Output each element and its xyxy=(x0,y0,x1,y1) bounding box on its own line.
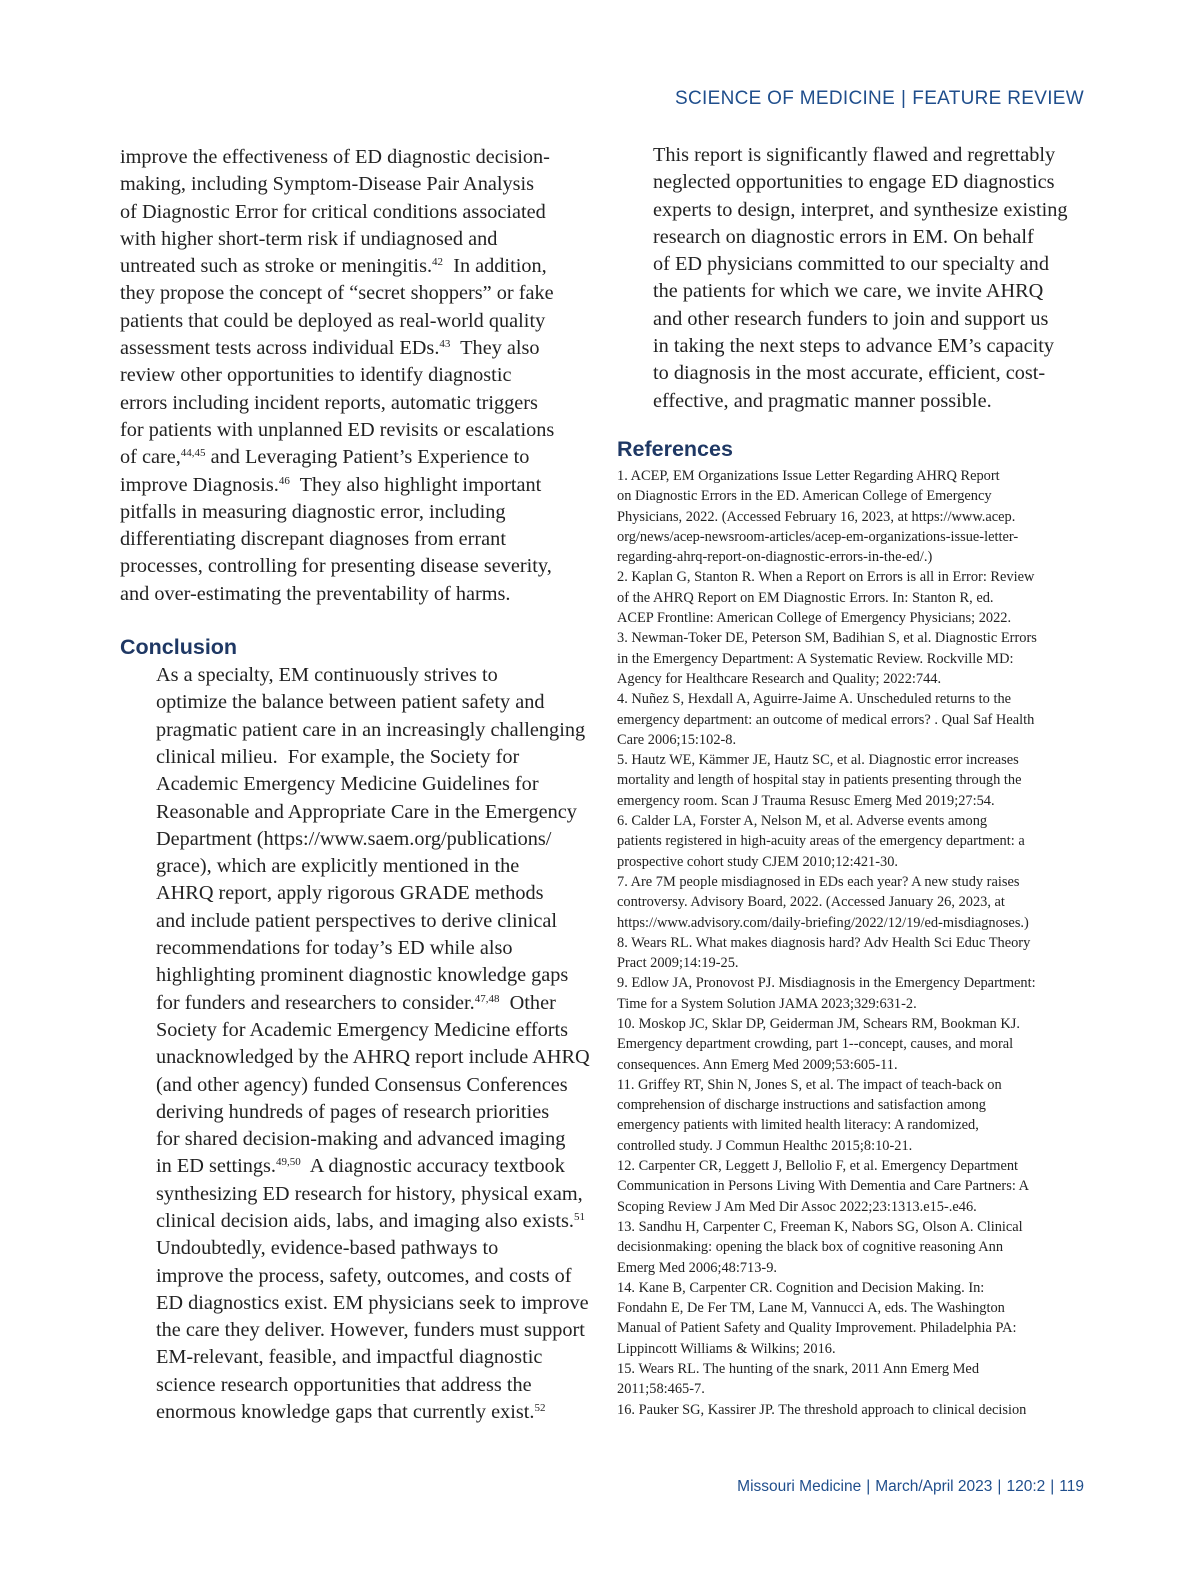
reference-item: 8. Wears RL. What makes diagnosis hard? Adv Health Sci Educ Theory Pract 2009;14:19-25. xyxy=(617,934,1031,972)
reference-item: 11. Griffey RT, Shin N, Jones S, et al. The impact of teach-back on comprehension of discharge instructions and satisfaction among emergency patients with limited health literacy: A randomized, controlled study. J Commun Healthc 2015;8:10-21. xyxy=(617,1076,1002,1154)
text-line: of ED physicians committed to our specialty and xyxy=(653,253,1049,276)
reference-item: 15. Wears RL. The hunting of the snark, 2011 Ann Emerg Med 2011;58:465-7. xyxy=(617,1361,980,1398)
text-line: of Diagnostic Error for critical conditions associated xyxy=(120,200,546,223)
text-line: to diagnosis in the most accurate, efficient, cost- xyxy=(653,362,1046,385)
body-paragraph xyxy=(120,1235,600,1426)
text-line: patients that could be deployed as real-world quality xyxy=(120,309,546,332)
text-line: synthesizing ED research for history, physical exam, xyxy=(156,1182,583,1205)
page-number: 119 xyxy=(1059,1478,1084,1495)
text-line: AHRQ report, apply rigorous GRADE methods xyxy=(156,882,544,905)
reference-item: 4. Nuñez S, Hexdall A, Aguirre-Jaime A. Unscheduled returns to the emergency department: an outcome of medical errors? . Qual Saf Health Care 2006;15:102-8. xyxy=(617,691,1035,748)
citation-superscript: 49,50 xyxy=(276,1156,301,1169)
text-line: making, including Symptom-Disease Pair Analysis xyxy=(120,173,535,196)
text-line: pragmatic patient care in an increasingly challenging xyxy=(156,718,586,741)
running-header xyxy=(675,88,1084,110)
text-line: improve Diagnosis.$^{46}$ They also highlight important xyxy=(120,473,542,496)
header-section: SCIENCE OF MEDICINE xyxy=(675,88,896,109)
text-line: in ED settings.$^{49,50}$ A diagnostic accuracy textbook xyxy=(156,1155,565,1178)
reference-item: 13. Sandhu H, Carpenter C, Freeman K, Nabors SG, Olson A. Clinical decisionmaking: opening the black box of cognitive reasoning Ann Emerg Med 2006;48:713-9. xyxy=(617,1218,1023,1276)
text-line: unacknowledged by the AHRQ report include AHRQ xyxy=(156,1046,590,1069)
text-line: untreated such as stroke or meningitis.$^{42}$ In addition, xyxy=(120,255,547,278)
reference-item: 10. Moskop JC, Sklar DP, Geiderman JM, Schears RM, Bookman KJ. Emergency department crowding, part 1--concept, causes, and moral consequences. Ann Emerg Med 2009;53:605-11. xyxy=(617,1015,1020,1073)
header-category: FEATURE REVIEW xyxy=(912,88,1084,109)
body-paragraph xyxy=(120,662,600,1235)
footer-separator: | xyxy=(997,1478,1002,1495)
footer-separator: | xyxy=(1050,1478,1055,1495)
citation-superscript: 46 xyxy=(278,474,290,487)
text-line: neglected opportunities to engage ED diagnostics xyxy=(653,171,1055,194)
text-line: differentiating discrepant diagnoses from errant xyxy=(120,528,506,551)
footer-journal: Missouri Medicine xyxy=(737,1478,862,1495)
text-line: in taking the next steps to advance EM’s capacity xyxy=(653,335,1054,358)
text-line: clinical decision aids, labs, and imaging also exists.$^{51}$ xyxy=(156,1209,585,1232)
text-line: for shared decision-making and advanced imaging xyxy=(156,1128,566,1151)
reference-list xyxy=(617,466,1092,1420)
text-line: Academic Emergency Medicine Guidelines for xyxy=(156,773,539,796)
reference-item: 7. Are 7M people misdiagnosed in EDs each year? A new study raises controversy. Advisory Board, 2022. (Accessed January 26, 2023, at https://www.advisory.com/daily-briefing/2022/12/19/ed-misdiagnoses.) xyxy=(617,873,1029,931)
reference-item: 16. Pauker SG, Kassirer JP. The threshold approach to clinical decision xyxy=(617,1401,1027,1418)
text-line: research on diagnostic errors in EM. On behalf xyxy=(653,225,1034,248)
text-line: the care they deliver. However, funders must support xyxy=(156,1319,585,1342)
references-heading: References xyxy=(617,436,733,461)
footer-issue-date: March/April 2023 xyxy=(875,1478,993,1495)
citation-superscript: 51 xyxy=(573,1210,585,1223)
text-line: Society for Academic Emergency Medicine efforts xyxy=(156,1018,569,1041)
text-line: As a specialty, EM continuously strives to xyxy=(156,664,498,687)
citation-superscript: 44,45 xyxy=(180,447,206,460)
citation-superscript: 52 xyxy=(534,1402,546,1415)
text-line: science research opportunities that address the xyxy=(156,1373,532,1396)
body-paragraph xyxy=(120,144,600,608)
reference-item: 1. ACEP, EM Organizations Issue Letter Regarding AHRQ Report on Diagnostic Errors in the ED. American College of Emergency Physicians, 2022. (Accessed February 16, 2023, at https://www.acep. org/news/acep-newsroom-articles/acep-em-organizations-issue-letter- regarding-ahrq-report-on-diagnostic-errors-in-the-ed/.) xyxy=(617,467,1019,566)
right-column xyxy=(617,142,1092,1420)
text-line: Undoubtedly, evidence-based pathways to xyxy=(156,1237,499,1260)
text-line: optimize the balance between patient safety and xyxy=(156,691,545,714)
reference-item: 12. Carpenter CR, Leggett J, Bellolio F, et al. Emergency Department Communication in Persons Living With Dementia and Care Partners: A Scoping Review J Am Med Dir Assoc 2022;23:1313.e15-.e46. xyxy=(617,1158,1030,1215)
citation-superscript: 43 xyxy=(439,338,451,351)
citation-superscript: 47,48 xyxy=(474,992,500,1005)
text-line: improve the process, safety, outcomes, and costs of xyxy=(156,1264,572,1287)
page-footer xyxy=(737,1478,1084,1496)
text-line: and over-estimating the preventability of harms. xyxy=(120,582,511,605)
text-line: This report is significantly flawed and regrettably xyxy=(653,144,1056,166)
text-line: review other opportunities to identify diagnostic xyxy=(120,364,512,387)
text-line: errors including incident reports, automatic triggers xyxy=(120,391,538,414)
text-line: ED diagnostics exist. EM physicians seek to improve xyxy=(156,1291,589,1314)
text-line: and include patient perspectives to derive clinical xyxy=(156,909,557,932)
text-line: experts to design, interpret, and synthesize existing xyxy=(653,198,1068,221)
text-line: deriving hundreds of pages of research priorities xyxy=(156,1100,550,1123)
text-line: highlighting prominent diagnostic knowledge gaps xyxy=(156,964,569,987)
text-line: with higher short-term risk if undiagnosed and xyxy=(120,227,498,250)
text-line: enormous knowledge gaps that currently exist.$^{52}$ xyxy=(156,1401,546,1424)
text-line: assessment tests across individual EDs.$^{43}$ They also xyxy=(120,337,540,360)
citation-superscript: 42 xyxy=(432,256,444,269)
body-paragraph xyxy=(617,142,1092,415)
reference-item: 14. Kane B, Carpenter CR. Cognition and Decision Making. In: Fondahn E, De Fer TM, Lane M, Vannucci A, eds. The Washington Manual of Patient Safety and Quality Improvement. Philadelphia PA: Lippincott Williams & Wilkins; 2016. xyxy=(617,1279,1017,1357)
text-line: the patients for which we care, we invite AHRQ xyxy=(653,280,1044,303)
text-line: for patients with unplanned ED revisits or escalations xyxy=(120,418,555,441)
left-column xyxy=(120,144,600,1426)
text-line: for funders and researchers to consider.$^{47,48}$ Other xyxy=(156,991,556,1014)
reference-item: 2. Kaplan G, Stanton R. When a Report on Errors is all in Error: Review of the AHRQ Report on EM Diagnostic Errors. In: Stanton R, ed. ACEP Frontline: American College of Emergency Physicians; 2022. xyxy=(617,569,1035,627)
reference-item: 9. Edlow JA, Pronovost PJ. Misdiagnosis in the Emergency Department: Time for a System Solution JAMA 2023;329:631-2. xyxy=(617,975,1036,1012)
text-line: recommendations for today’s ED while also xyxy=(156,937,513,960)
text-line: (and other agency) funded Consensus Conferences xyxy=(156,1073,568,1096)
text-line: Reasonable and Appropriate Care in the Emergency xyxy=(156,800,577,823)
reference-item: 3. Newman-Toker DE, Peterson SM, Badihian S, et al. Diagnostic Errors in the Emergency Department: A Systematic Review. Rockville MD: Agency for Healthcare Research and Quality; 2022:744. xyxy=(617,630,1037,687)
text-line: and other research funders to join and support us xyxy=(653,307,1049,330)
text-line: they propose the concept of “secret shoppers” or fake xyxy=(120,282,554,305)
header-separator: | xyxy=(901,88,907,109)
text-line: improve the effectiveness of ED diagnostic decision- xyxy=(120,146,550,168)
text-line: grace), which are explicitly mentioned in the xyxy=(156,855,520,878)
footer-separator: | xyxy=(866,1478,871,1495)
text-line: pitfalls in measuring diagnostic error, including xyxy=(120,500,506,523)
text-line: of care,$^{44,45}$ and Leveraging Patient’s Experience to xyxy=(120,446,530,469)
text-line: EM-relevant, feasible, and impactful diagnostic xyxy=(156,1346,543,1369)
reference-item: 5. Hautz WE, Kämmer JE, Hautz SC, et al. Diagnostic error increases mortality and length of hospital stay in patients presenting through the emergency room. Scan J Trauma Resusc Emerg Med 2019;27:54. xyxy=(617,752,1022,809)
conclusion-heading: Conclusion xyxy=(120,635,238,660)
text-line: Department (https://www.saem.org/publications/ xyxy=(156,827,552,850)
text-line: effective, and pragmatic manner possible. xyxy=(653,389,992,412)
reference-item: 6. Calder LA, Forster A, Nelson M, et al. Adverse events among patients registered in high-acuity areas of the emergency department: a prospective cohort study CJEM 2010;12:421-30. xyxy=(617,813,1025,870)
footer-volume: 120:2 xyxy=(1006,1478,1046,1495)
text-line: clinical milieu. For example, the Society for xyxy=(156,745,520,768)
text-line: processes, controlling for presenting disease severity, xyxy=(120,555,552,578)
